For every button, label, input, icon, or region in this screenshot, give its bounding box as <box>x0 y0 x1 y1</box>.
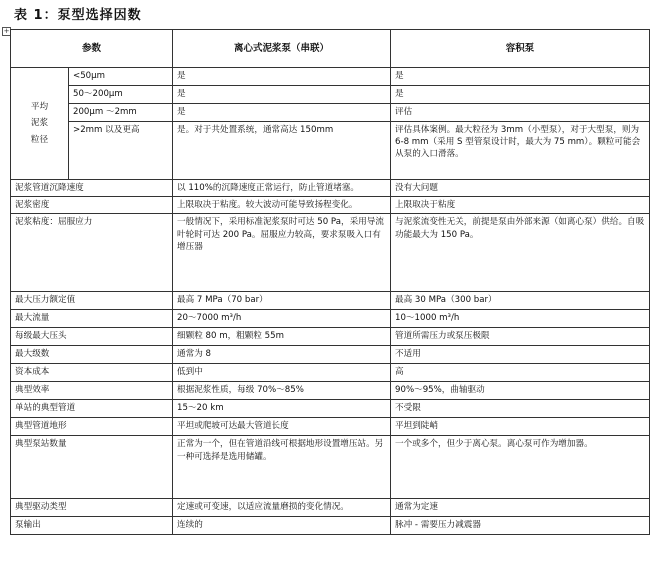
centrifugal-cell: 最高 7 MPa（70 bar） <box>173 292 391 310</box>
particle-size-group-label: 平均 泥浆 粒径 <box>11 68 69 180</box>
param-cell: 泥浆密度 <box>11 197 173 214</box>
table-move-handle[interactable]: + <box>3 27 10 35</box>
positive-cell: 评估具体案例。最大粒径为 3mm（小型泵），对于大型泵，则为 6-8 mm（采用 S 型管泵设计时，最大为 75 mm）。颗粒可能会从泵的入口滑落。 <box>391 122 650 180</box>
positive-cell: 上限取决于粘度 <box>391 197 650 214</box>
positive-cell: 高 <box>391 364 650 382</box>
centrifugal-cell: 是 <box>173 68 391 86</box>
positive-cell: 最高 30 MPa（300 bar） <box>391 292 650 310</box>
table-caption: 表 1：泵型选择因数 <box>14 8 142 23</box>
param-cell: 最大流量 <box>11 310 173 328</box>
table-row <box>11 436 650 499</box>
table-row <box>11 86 650 104</box>
centrifugal-cell: 通常为 8 <box>173 346 391 364</box>
table-row <box>11 180 650 197</box>
table-row <box>11 499 650 517</box>
param-cell: 泥浆粘度：屈服应力 <box>11 214 173 292</box>
table-row <box>11 197 650 214</box>
param-cell: 典型管道地形 <box>11 418 173 436</box>
centrifugal-cell: 上限取决于粘度。较大波动可能导致扬程变化。 <box>173 197 391 214</box>
positive-cell: 不适用 <box>391 346 650 364</box>
table-row <box>11 418 650 436</box>
particle-range-cell: <50μm <box>69 68 173 86</box>
centrifugal-cell: 正常为一个，但在管道沿线可根据地形设置增压站。另一种可选择是选用储罐。 <box>173 436 391 499</box>
param-cell: 最大级数 <box>11 346 173 364</box>
table-row <box>11 310 650 328</box>
positive-cell: 10～1000 m³/h <box>391 310 650 328</box>
table-row <box>11 328 650 346</box>
centrifugal-cell: 是。对于共处置系统，通常高达 150mm <box>173 122 391 180</box>
param-cell: 资本成本 <box>11 364 173 382</box>
pump-selection-table <box>10 29 650 535</box>
particle-range-cell: 200μm ～2mm <box>69 104 173 122</box>
centrifugal-cell: 20～7000 m³/h <box>173 310 391 328</box>
centrifugal-cell: 15～20 km <box>173 400 391 418</box>
table-row <box>11 122 650 180</box>
centrifugal-cell: 是 <box>173 86 391 104</box>
centrifugal-cell: 根据泥浆性质，每级 70%～85% <box>173 382 391 400</box>
centrifugal-cell: 细颗粒 80 m，粗颗粒 55m <box>173 328 391 346</box>
positive-cell: 一个或多个，但少于离心泵。离心泵可作为增加器。 <box>391 436 650 499</box>
positive-cell: 90%～95%，曲轴驱动 <box>391 382 650 400</box>
positive-cell: 是 <box>391 68 650 86</box>
header-positive: 容积泵 <box>391 30 650 68</box>
positive-cell: 平坦到陡峭 <box>391 418 650 436</box>
param-cell: 最大压力额定值 <box>11 292 173 310</box>
table-row <box>11 346 650 364</box>
positive-cell: 不受限 <box>391 400 650 418</box>
positive-cell: 通常为定速 <box>391 499 650 517</box>
centrifugal-cell: 连续的 <box>173 517 391 535</box>
positive-cell: 没有大问题 <box>391 180 650 197</box>
positive-cell: 评估 <box>391 104 650 122</box>
param-cell: 泵输出 <box>11 517 173 535</box>
centrifugal-cell: 一般情况下，采用标准泥浆泵时可达 50 Pa，采用导流叶轮时可达 200 Pa。屈服应力较高，要求泵吸入口有增压器 <box>173 214 391 292</box>
positive-cell: 与泥浆流变性无关，前提是泵由外部来源（如离心泵）供给。自吸功能最大为 150 Pa。 <box>391 214 650 292</box>
table-row <box>11 400 650 418</box>
particle-range-cell: 50～200μm <box>69 86 173 104</box>
centrifugal-cell: 是 <box>173 104 391 122</box>
param-cell: 单站的典型管道 <box>11 400 173 418</box>
positive-cell: 脉冲 - 需要压力减震器 <box>391 517 650 535</box>
centrifugal-cell: 平坦或爬坡可达最大管道长度 <box>173 418 391 436</box>
param-cell: 典型效率 <box>11 382 173 400</box>
param-cell: 泥浆管道沉降速度 <box>11 180 173 197</box>
table-row <box>11 214 650 292</box>
header-row <box>11 30 650 68</box>
header-centrifugal: 离心式泥浆泵（串联） <box>173 30 391 68</box>
param-cell: 典型泵站数量 <box>11 436 173 499</box>
table-row <box>11 292 650 310</box>
centrifugal-cell: 以 110%的沉降速度正常运行，防止管道堵塞。 <box>173 180 391 197</box>
positive-cell: 管道所需压力或泵压极限 <box>391 328 650 346</box>
header-param: 参数 <box>11 30 173 68</box>
param-cell: 每级最大压头 <box>11 328 173 346</box>
table-row <box>11 517 650 535</box>
table-row <box>11 68 650 86</box>
table-row <box>11 382 650 400</box>
centrifugal-cell: 低到中 <box>173 364 391 382</box>
table-row <box>11 364 650 382</box>
centrifugal-cell: 定速或可变速，以适应流量磨损的变化情况。 <box>173 499 391 517</box>
particle-range-cell: >2mm 以及更高 <box>69 122 173 180</box>
param-cell: 典型驱动类型 <box>11 499 173 517</box>
positive-cell: 是 <box>391 86 650 104</box>
table-row <box>11 104 650 122</box>
